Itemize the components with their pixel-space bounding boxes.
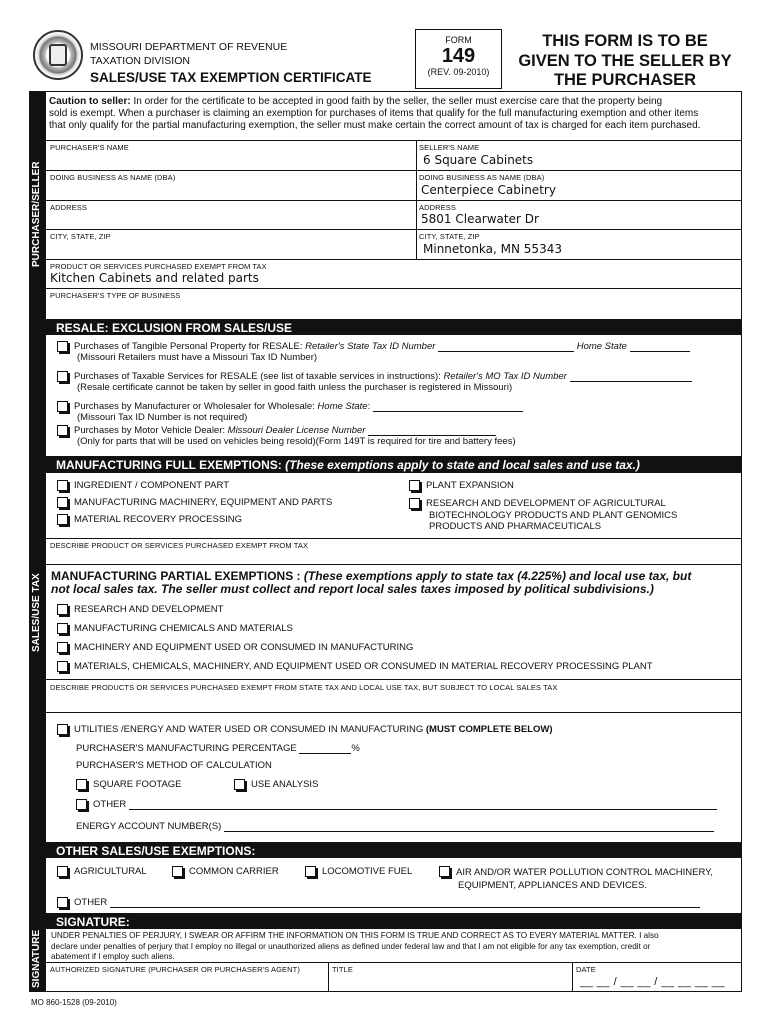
- side-band-purchaser: [29, 91, 46, 317]
- title-label: TITLE: [332, 965, 353, 974]
- resale-services-checkbox[interactable]: [57, 371, 68, 382]
- state-seal: [33, 30, 83, 80]
- mfg-equipment-checkbox[interactable]: [57, 642, 68, 653]
- use-analysis-checkbox[interactable]: [234, 779, 245, 790]
- mfg-partial-opt-3: MACHINERY AND EQUIPMENT USED OR CONSUMED IN MANUFACTURING: [57, 642, 413, 653]
- mfg-full-opt-5: RESEARCH AND DEVELOPMENT OF AGRICULTURAL BIOTECHNOLOGY PRODUCTS AND PLANT GENOMICS PRODUCTS AND PHARMACEUTICALS: [409, 498, 677, 533]
- purchaser-city-label: CITY, STATE, ZIP: [50, 232, 111, 241]
- caution-text: Caution to seller: In order for the certificate to be accepted in good faith by the seller, the seller must exercise care that the property being sold is exempt. When a purchaser is claiming an exemption for purchases of items that qualify for the full manufacturing exemption and other items that only qualify for the partial manufacturing exemption, the seller must make certain the correct amount of tax is charged for each item purchased.: [49, 96, 701, 131]
- utility-other-field[interactable]: [129, 809, 717, 810]
- mfg-partial-opt-2: MANUFACTURING CHEMICALS AND MATERIALS: [57, 623, 293, 634]
- mfg-partial-heading: MANUFACTURING PARTIAL EXEMPTIONS : (These exemptions apply to state tax (4.225%) and local use tax, but not local sales tax. The seller must collect and report local sales taxes imposed by political subdivisions.): [51, 569, 692, 596]
- signature-heading: SIGNATURE:: [46, 913, 742, 929]
- form-footer-code: MO 860-1528 (09-2010): [31, 998, 117, 1007]
- purchaser-dba-label: DOING BUSINESS AS NAME (DBA): [50, 173, 176, 182]
- pollution-control-checkbox[interactable]: [439, 866, 450, 877]
- resale-tangible-checkbox[interactable]: [57, 341, 68, 352]
- mfg-full-opt-3: MATERIAL RECOVERY PROCESSING: [57, 514, 242, 525]
- caution-lead: Caution to seller:: [49, 96, 131, 107]
- other-exemption-field[interactable]: [110, 907, 700, 908]
- wholesale-checkbox[interactable]: [57, 401, 68, 412]
- resale-heading: RESALE: EXCLUSION FROM SALES/USE: [46, 319, 742, 335]
- side-band-signature: [29, 909, 46, 992]
- recovery-plant-checkbox[interactable]: [57, 661, 68, 672]
- side-label-purchaser: PURCHASER/SELLER: [31, 161, 42, 267]
- purchaser-name-label: PURCHASER'S NAME: [50, 143, 129, 152]
- utility-other-checkbox[interactable]: [76, 799, 87, 810]
- mfg-partial-describe-label: DESCRIBE PRODUCTS OR SERVICES PURCHASED EXEMPT FROM STATE TAX AND LOCAL USE TAX, BUT SUBJECT TO LOCAL SALES TAX: [50, 683, 558, 692]
- seller-name-label: SELLER'S NAME: [419, 143, 480, 152]
- other-opt-1: AGRICULTURAL: [57, 866, 147, 877]
- seller-name-field[interactable]: 6 Square Cabinets: [423, 153, 534, 167]
- locomotive-fuel-checkbox[interactable]: [305, 866, 316, 877]
- other-opt-5: OTHER: [57, 897, 700, 908]
- side-label-sales: SALES/USE TAX: [31, 573, 42, 652]
- seller-dba-label: DOING BUSINESS AS NAME (DBA): [419, 173, 545, 182]
- other-opt-3: LOCOMOTIVE FUEL: [305, 866, 412, 877]
- mo-tax-id-field[interactable]: [570, 381, 692, 382]
- other-opt-4: AIR AND/OR WATER POLLUTION CONTROL MACHINERY, EQUIPMENT, APPLIANCES AND DEVICES.: [439, 866, 713, 892]
- agri-research-checkbox[interactable]: [409, 498, 420, 509]
- division-name: TAXATION DIVISION: [90, 55, 190, 67]
- date-label: DATE: [576, 965, 596, 974]
- mfg-full-describe-label: DESCRIBE PRODUCT OR SERVICES PURCHASED EXEMPT FROM TAX: [50, 541, 309, 550]
- side-band-sales: [29, 317, 46, 909]
- notice-banner: [505, 32, 745, 91]
- notice-line-1: THIS FORM IS TO BE: [542, 32, 708, 50]
- agricultural-checkbox[interactable]: [57, 866, 68, 877]
- utilities-checkbox[interactable]: [57, 724, 68, 735]
- research-dev-checkbox[interactable]: [57, 604, 68, 615]
- other-exemption-checkbox[interactable]: [57, 897, 68, 908]
- notice-line-3: THE PURCHASER: [553, 71, 697, 89]
- mfg-machinery-checkbox[interactable]: [57, 497, 68, 508]
- resale-item-2: Purchases of Taxable Services for RESALE (see list of taxable services in instructions): Retailer's MO Tax ID Number (Resale certificate cannot be taken by seller in good faith unless the purchaser is registered in Missouri): [57, 371, 692, 393]
- date-field[interactable]: __ __ / __ __ / __ __ __ __: [580, 976, 726, 988]
- sqft-option: SQUARE FOOTAGE: [76, 779, 182, 790]
- mfg-chemicals-checkbox[interactable]: [57, 623, 68, 634]
- use-analysis-option: USE ANALYSIS: [234, 779, 318, 790]
- other-exemptions-heading: OTHER SALES/USE EXEMPTIONS:: [46, 842, 742, 858]
- form-number-box: [415, 29, 502, 89]
- seller-address-field[interactable]: 5801 Clearwater Dr: [421, 212, 539, 226]
- seller-city-label: CITY, STATE, ZIP: [419, 232, 480, 241]
- other-opt-2: COMMON CARRIER: [172, 866, 279, 877]
- utility-other-option: OTHER: [76, 799, 717, 810]
- utilities-option: UTILITIES /ENERGY AND WATER USED OR CONSUMED IN MANUFACTURING (MUST COMPLETE BELOW): [57, 724, 553, 735]
- material-recovery-checkbox[interactable]: [57, 514, 68, 525]
- mfg-percentage-field[interactable]: [299, 753, 351, 754]
- mfg-partial-opt-1: RESEARCH AND DEVELOPMENT: [57, 604, 223, 615]
- resale-item-4: Purchases by Motor Vehicle Dealer: Missouri Dealer License Number (Only for parts that will be used on vehicles being resold)(Form 149T is required for tire and battery fees): [57, 425, 516, 447]
- mfg-full-opt-1: INGREDIENT / COMPONENT PART: [57, 480, 229, 491]
- product-label: PRODUCT OR SERVICES PURCHASED EXEMPT FROM TAX: [50, 262, 267, 271]
- seller-city-field[interactable]: Minnetonka, MN 55343: [423, 242, 562, 256]
- resale-home-state-field[interactable]: [630, 351, 690, 352]
- product-field[interactable]: Kitchen Cabinets and related parts: [50, 271, 259, 285]
- resale-item-1: Purchases of Tangible Personal Property for RESALE: Retailer's State Tax ID Number Home State (Missouri Retailers must have a Missouri Tax ID Number): [57, 341, 690, 363]
- ingredient-checkbox[interactable]: [57, 480, 68, 491]
- motor-vehicle-checkbox[interactable]: [57, 425, 68, 436]
- resale-item-3: Purchases by Manufacturer or Wholesaler for Wholesale: Home State: (Missouri Tax ID Number is not required): [57, 401, 523, 423]
- business-type-label: PURCHASER'S TYPE OF BUSINESS: [50, 291, 181, 300]
- retailer-tax-id-field[interactable]: [438, 351, 574, 352]
- mfg-partial-opt-4: MATERIALS, CHEMICALS, MACHINERY, AND EQUIPMENT USED OR CONSUMED IN MATERIAL RECOVERY PROCESSING PLANT: [57, 661, 653, 672]
- mfg-full-opt-2: MANUFACTURING MACHINERY, EQUIPMENT AND PARTS: [57, 497, 332, 508]
- sqft-checkbox[interactable]: [76, 779, 87, 790]
- calc-method-label: PURCHASER'S METHOD OF CALCULATION: [76, 760, 272, 771]
- mfg-full-opt-4: PLANT EXPANSION: [409, 480, 514, 491]
- title-field[interactable]: [330, 972, 570, 991]
- common-carrier-checkbox[interactable]: [172, 866, 183, 877]
- signature-declaration: UNDER PENALTIES OF PERJURY, I SWEAR OR AFFIRM THE INFORMATION ON THIS FORM IS TRUE AND CORRECT AS TO EVERY MATERIAL MATTER. I also declare under penalties of perjury that I employ no illegal or unauthorized aliens as defined under federal law and that I am not eligible for any tax exemption, credit or abatement if I employ such aliens.: [51, 931, 659, 961]
- auth-signature-field[interactable]: [47, 972, 327, 991]
- form-revision: (REV. 09-2010): [427, 67, 490, 77]
- mfg-percentage-row: PURCHASER'S MANUFACTURING PERCENTAGE %: [76, 743, 360, 754]
- energy-account-row: ENERGY ACCOUNT NUMBER(S): [76, 821, 714, 832]
- department-name: MISSOURI DEPARTMENT OF REVENUE: [90, 41, 288, 53]
- auth-signature-label: AUTHORIZED SIGNATURE (PURCHASER OR PURCHASER'S AGENT): [50, 965, 300, 974]
- notice-line-2: GIVEN TO THE SELLER BY: [518, 51, 732, 70]
- plant-expansion-checkbox[interactable]: [409, 480, 420, 491]
- seller-dba-field[interactable]: Centerpiece Cabinetry: [421, 183, 556, 197]
- seller-address-label: ADDRESS: [419, 203, 456, 212]
- mfg-full-heading: MANUFACTURING FULL EXEMPTIONS: (These exemptions apply to state and local sales and use tax.): [46, 456, 742, 473]
- energy-account-field[interactable]: [224, 831, 714, 832]
- form-number: 149: [441, 45, 476, 67]
- side-label-signature: SIGNATURE: [31, 929, 42, 988]
- form-label: FORM: [445, 35, 472, 45]
- purchaser-address-label: ADDRESS: [50, 203, 87, 212]
- wholesale-home-state-field[interactable]: [373, 411, 523, 412]
- page-title: SALES/USE TAX EXEMPTION CERTIFICATE: [90, 70, 372, 85]
